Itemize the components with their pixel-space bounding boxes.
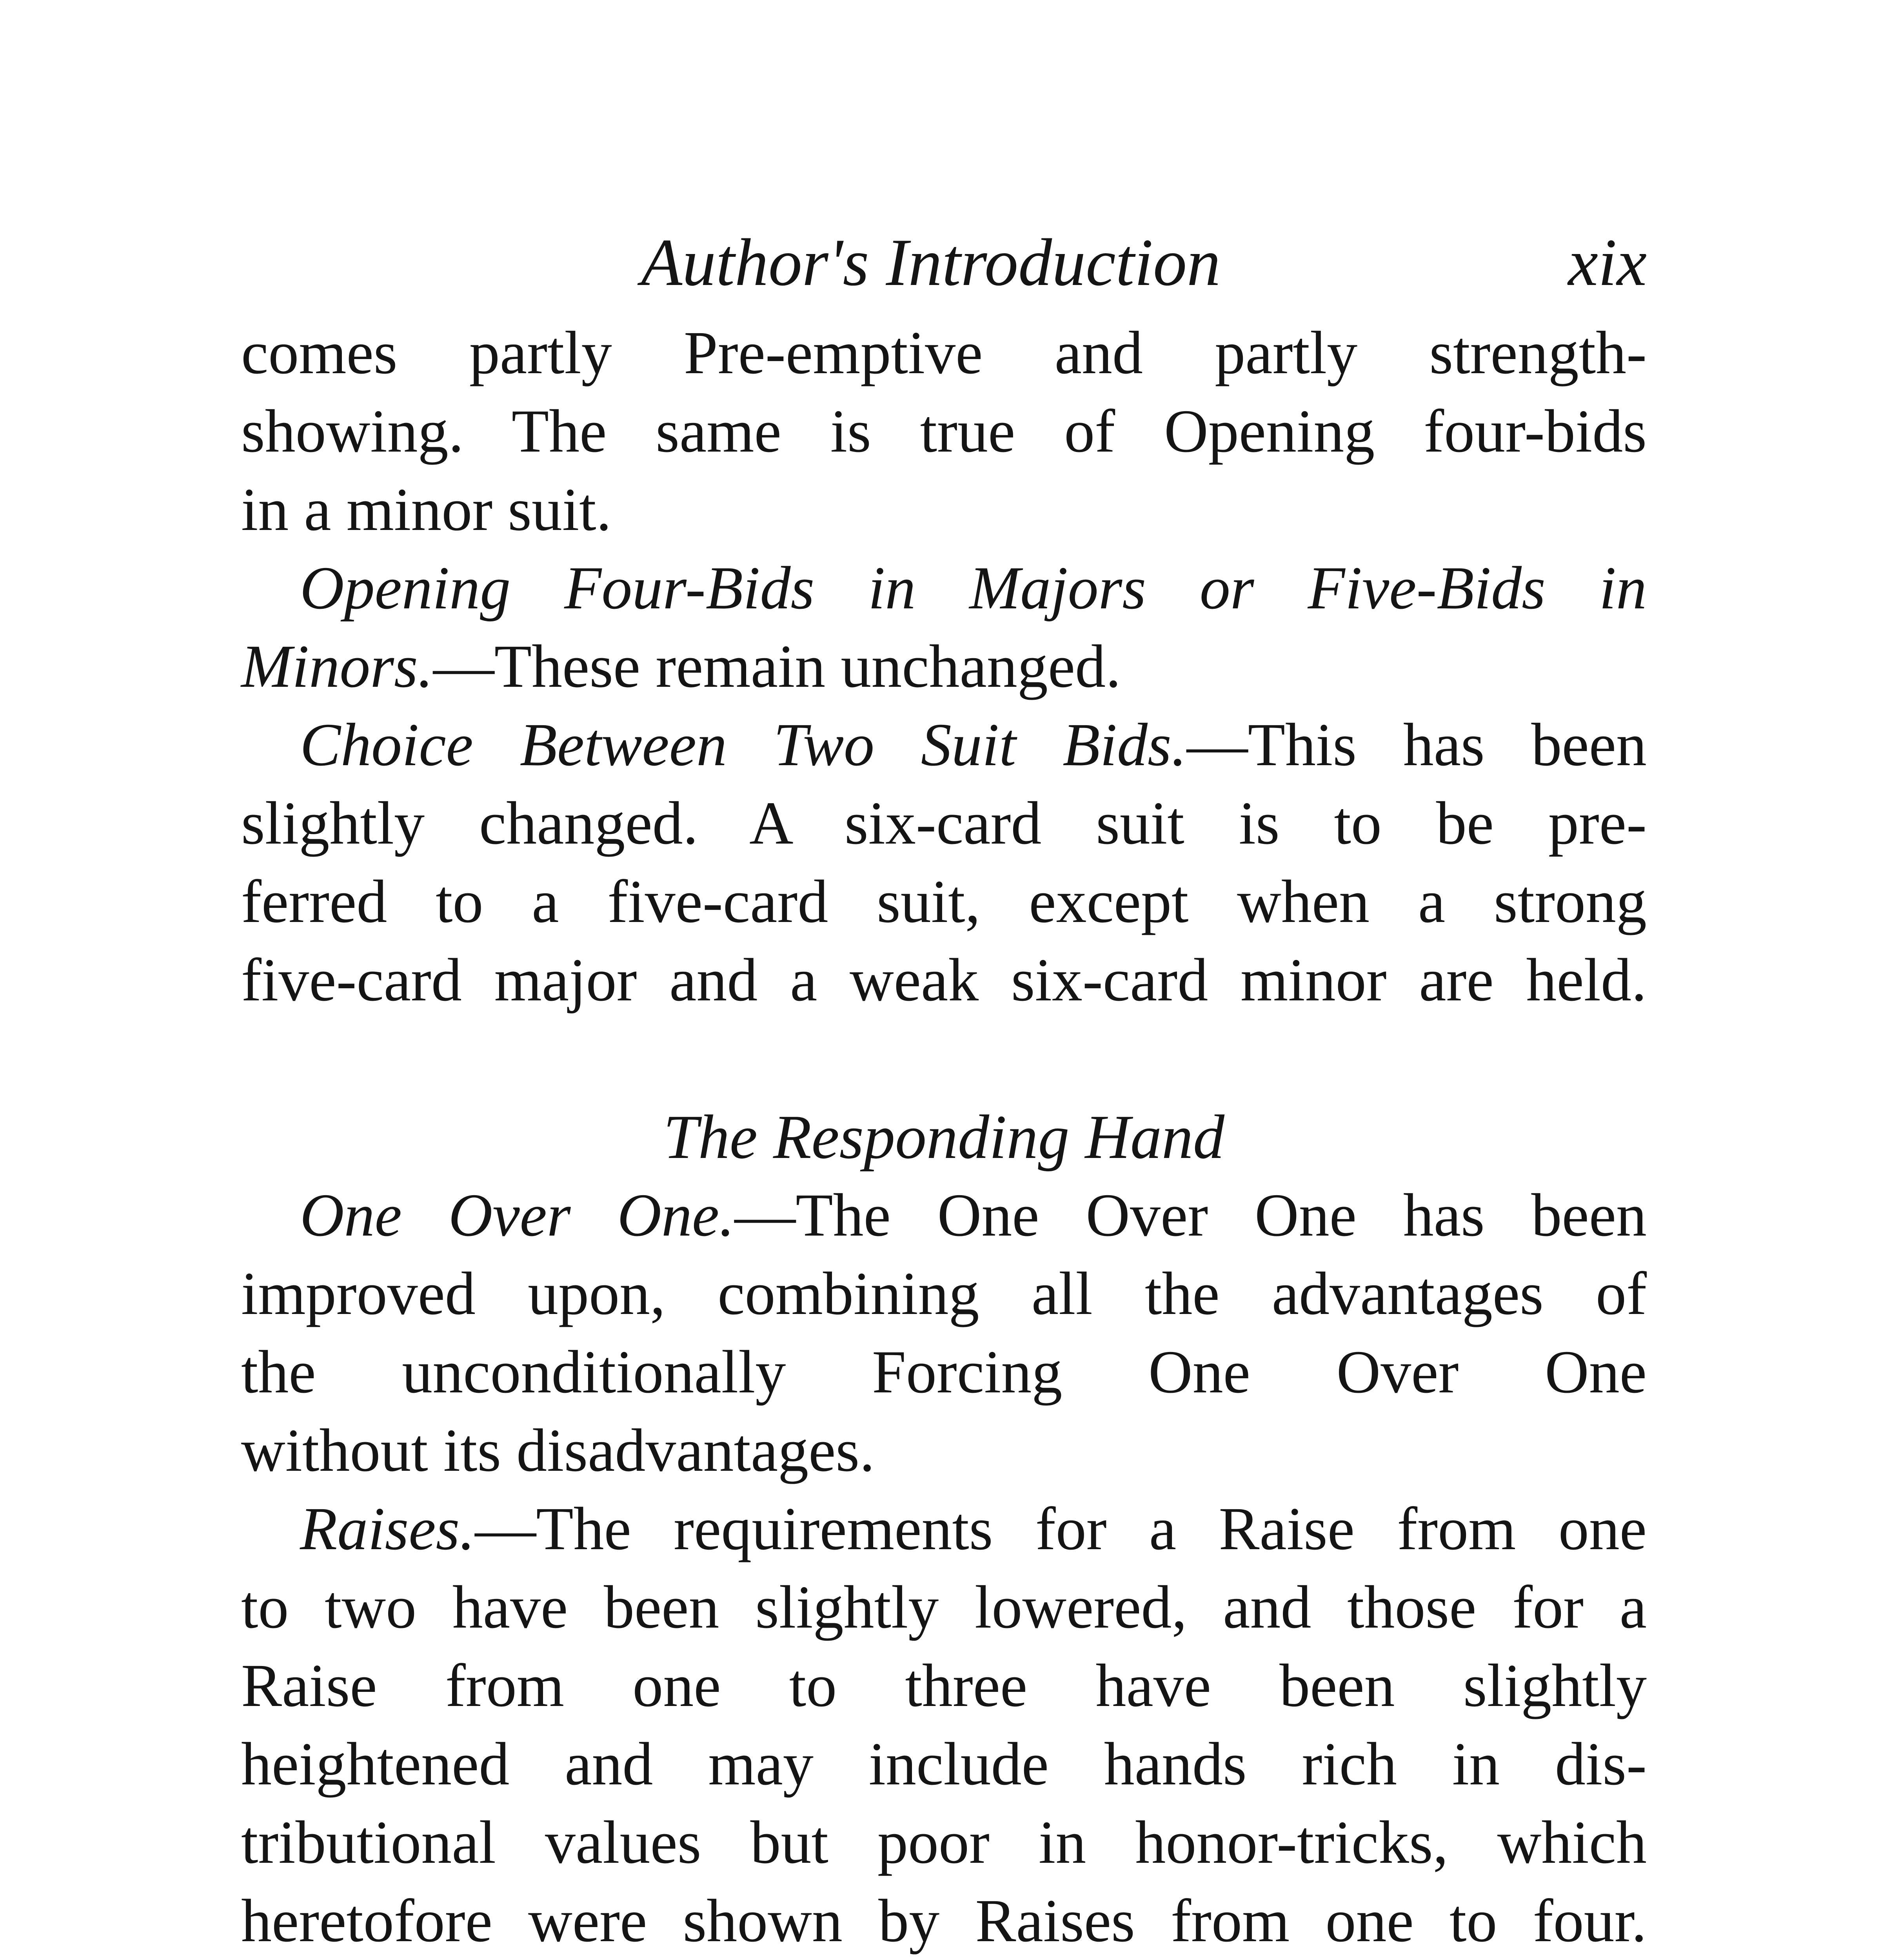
text-line: showing. The same is true of Opening four-bids	[241, 397, 1647, 465]
text-line: Choice Between Two Suit Bids.—This has been	[300, 711, 1647, 779]
running-head	[241, 220, 1647, 306]
text-line: ferred to a five-card suit, except when a strong	[241, 867, 1647, 935]
text-line: without its disadvantages.	[241, 1416, 875, 1484]
body-text	[241, 314, 1647, 1960]
run-in-heading: One Over One.	[300, 1181, 735, 1249]
text-line: Raises.—The requirements for a Raise from one	[300, 1495, 1647, 1563]
text-line: tributional values but poor in honor-tricks, which	[241, 1808, 1647, 1876]
text-line: Raise from one to three have been slightly	[241, 1651, 1647, 1719]
text-line	[241, 549, 1647, 627]
text-line: five-card major and a weak six-card minor are held.	[241, 946, 1647, 1014]
text-line: in a minor suit.	[241, 475, 612, 543]
run-in-heading: Minors.	[241, 632, 433, 700]
run-in-heading: Raises.	[300, 1495, 475, 1563]
blank-line	[241, 1019, 1647, 1098]
text-line: the unconditionally Forcing One Over One	[241, 1338, 1647, 1406]
page-number: xix	[1568, 225, 1647, 300]
text-line: heightened and may include hands rich in dis-	[241, 1730, 1647, 1798]
running-title: Author's Introduction	[641, 225, 1221, 300]
text-line: comes partly Pre-emptive and partly strength-	[241, 319, 1647, 387]
text-line: slightly changed. A six-card suit is to be pre-	[241, 789, 1647, 857]
run-in-heading: Choice Between Two Suit Bids.	[300, 711, 1187, 779]
text-line: to two have been slightly lowered, and those for a	[241, 1573, 1647, 1641]
section-heading: The Responding Hand	[663, 1102, 1224, 1172]
text-line: improved upon, combining all the advantages of	[241, 1259, 1647, 1327]
text-line: heretofore were shown by Raises from one to four.	[241, 1887, 1647, 1955]
run-in-heading: Opening Four-Bids in Majors or Five-Bids in	[300, 554, 1647, 622]
text-line: One Over One.—The One Over One has been	[300, 1181, 1647, 1249]
text-line: Minors.—These remain unchanged.	[241, 632, 1121, 700]
